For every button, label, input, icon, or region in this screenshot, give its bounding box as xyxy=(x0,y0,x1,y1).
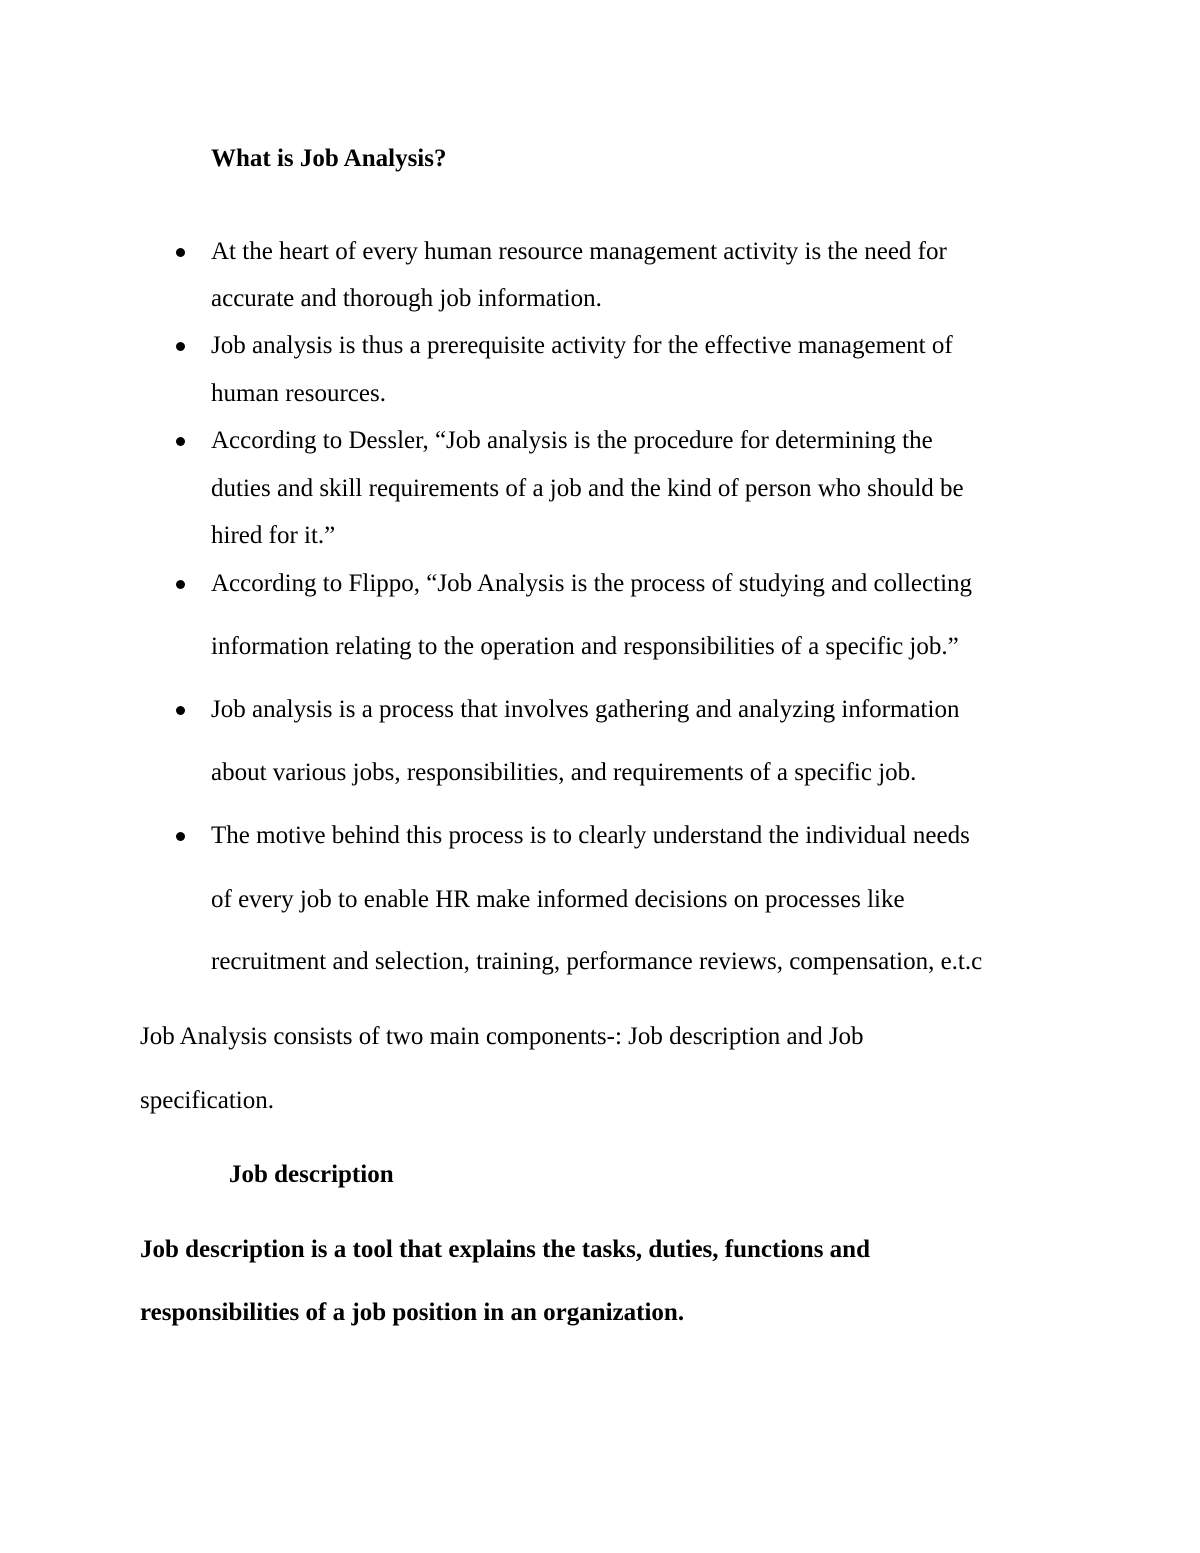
bullet-line: recruitment and selection, training, performance reviews, compensation, e.t.c xyxy=(211,948,983,975)
section-subheading: Job description xyxy=(229,1161,394,1188)
bullet-line: At the heart of every human resource management activity is the need for xyxy=(211,238,947,265)
bullet-dot-icon xyxy=(176,342,185,351)
bullet-dot-icon xyxy=(176,580,185,589)
paragraph-line: responsibilities of a job position in an organization. xyxy=(140,1299,685,1326)
bullet-dot-icon xyxy=(176,248,185,257)
bullet-line: Job analysis is a process that involves gathering and analyzing information xyxy=(211,696,960,723)
bullet-line: According to Dessler, “Job analysis is the procedure for determining the xyxy=(211,427,933,454)
paragraph-line: Job description is a tool that explains the tasks, duties, functions and xyxy=(140,1236,870,1263)
bullet-line: The motive behind this process is to clearly understand the individual needs xyxy=(211,822,970,849)
paragraph-line: specification. xyxy=(140,1087,274,1114)
bullet-line: hired for it.” xyxy=(211,522,336,549)
bullet-line: about various jobs, responsibilities, and requirements of a specific job. xyxy=(211,759,917,786)
bullet-line: According to Flippo, “Job Analysis is the process of studying and collecting xyxy=(211,570,973,597)
bullet-dot-icon xyxy=(176,437,185,446)
page-heading: What is Job Analysis? xyxy=(211,145,447,172)
bullet-dot-icon xyxy=(176,706,185,715)
bullet-line: accurate and thorough job information. xyxy=(211,285,602,312)
bullet-line: duties and skill requirements of a job and the kind of person who should be xyxy=(211,475,964,502)
bullet-line: of every job to enable HR make informed decisions on processes like xyxy=(211,886,905,913)
bullet-dot-icon xyxy=(176,832,185,841)
bullet-line: information relating to the operation and responsibilities of a specific job.” xyxy=(211,633,959,660)
bullet-line: human resources. xyxy=(211,380,386,407)
bullet-line: Job analysis is thus a prerequisite activity for the effective management of xyxy=(211,332,953,359)
paragraph-line: Job Analysis consists of two main components-: Job description and Job xyxy=(140,1023,864,1050)
